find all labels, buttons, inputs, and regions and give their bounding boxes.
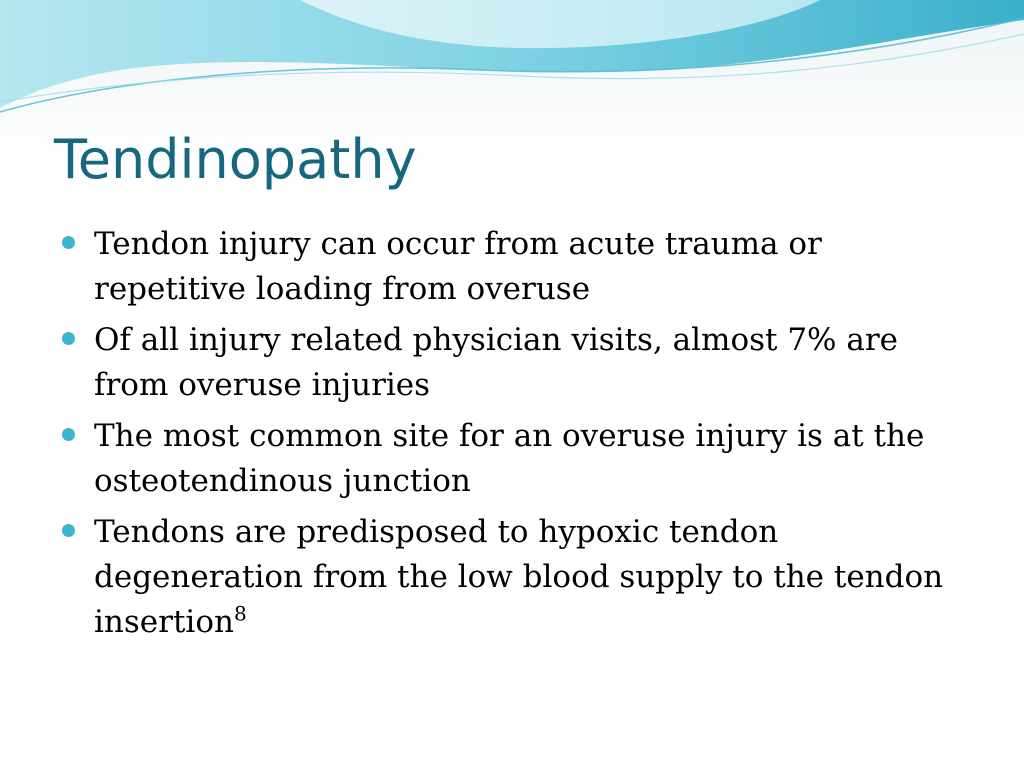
bullet-item [62, 222, 962, 312]
bullet-text: Tendon injury can occur from acute trauma or repetitive loading from overuse [94, 226, 822, 307]
citation-superscript: 8 [233, 601, 247, 626]
bullet-dot-icon [62, 428, 75, 441]
bullet-text: Tendons are predisposed to hypoxic tendon degeneration from the low blood supply to the tendon insertion [94, 514, 944, 640]
bullet-item [62, 414, 962, 504]
bullet-text: The most common site for an overuse injury is at the osteotendinous junction [94, 418, 925, 499]
bullet-dot-icon [62, 524, 75, 537]
bullet-dot-icon [62, 236, 75, 249]
bullet-text: Of all injury related physician visits, almost 7% are from overuse injuries [94, 322, 899, 403]
bullet-item [62, 510, 962, 645]
header-wave-decoration [0, 0, 1024, 130]
bullet-list [62, 222, 962, 651]
bullet-item [62, 318, 962, 408]
bullet-dot-icon [62, 332, 75, 345]
slide-title: Tendinopathy [54, 128, 417, 191]
